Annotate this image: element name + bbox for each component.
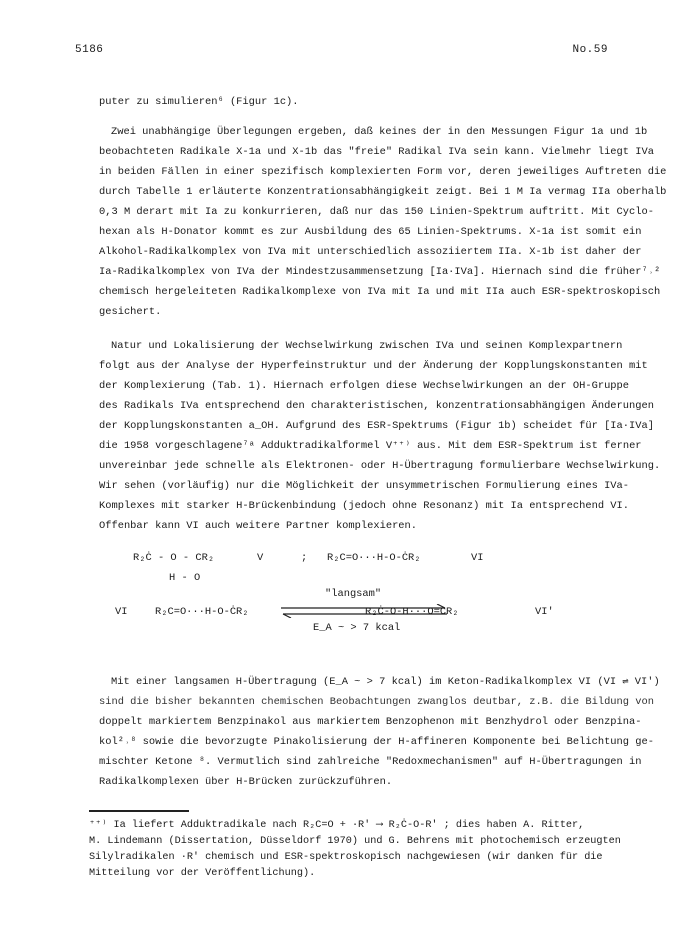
text-line: der Kopplungskonstanten a_OH. Aufgrund des ESR-Spektrums (Figur 1b) scheidet für [Ia·IVa] — [99, 420, 654, 432]
text-line: die 1958 vorgeschlagene⁷ᵃ Adduktradikalformel V⁺⁺⁾ aus. Mit dem ESR-Spektrum ist ferner — [99, 440, 642, 452]
text-line: doppelt markiertem Benzpinakol aus markiertem Benzophenon mit Benzhydrol oder Benzpina- — [99, 716, 642, 728]
text-line: Alkohol-Radikalkomplex von IVa mit unterschiedlich assoziiertem IIa. X-1b ist daher der — [99, 246, 642, 258]
text-line: Zwei unabhängige Überlegungen ergeben, daß keines der in den Messungen Figur 1a und 1b — [111, 126, 648, 138]
text-line: gesichert. — [99, 306, 162, 318]
formula-vi-top: R₂C=O···H-O-ĊR₂ — [327, 552, 421, 564]
text-line: Mit einer langsamen H-Übertragung (E_A ~ > 7 kcal) im Keton-Radikalkomplex VI (VI ⇌ VI') — [111, 676, 660, 688]
text-line: in beiden Fällen in einer spezifisch komplexierten Form vor, deren jeweiliges Auftreten die — [99, 166, 667, 178]
arrow-top-label: "langsam" — [325, 588, 382, 600]
footnote — [89, 818, 621, 882]
issue-number: No.59 — [572, 44, 608, 56]
text-line: kol²˒⁸ sowie die bevorzugte Pinakolisierung der H-affineren Komponente bei Belichtung ge- — [99, 736, 654, 748]
text-line: 0,3 M derart mit Ia zu konkurrieren, daß nur das 150 Linien-Spektrum auftritt. Mit Cyclo- — [99, 206, 654, 218]
footnote-line: M. Lindemann (Dissertation, Düsseldorf 1970) und G. Behrens mit photochemisch erzeugten — [89, 836, 621, 847]
footnote-rule — [89, 810, 189, 812]
footnote-line: Silylradikalen ·R' chemisch und ESR-spektroskopisch nachgewiesen (wir danken für die — [89, 852, 603, 863]
text-line: Ia-Radikalkomplex von IVa der Mindestzusammensetzung [Ia·IVa]. Hiernach sind die früher⁷˒² — [99, 266, 661, 278]
text-line: der Komplexierung (Tab. 1). Hiernach erfolgen diese Wechselwirkungen an der OH-Gruppe — [99, 380, 630, 392]
reaction-scheme — [99, 550, 611, 662]
formula-vi-right: R₂Ċ-O-H···O=CR₂ — [365, 606, 459, 618]
footnote-line: ⁺⁺⁾ Ia liefert Adduktradikale nach R₂C=O + ·R' ⟶ R₂Ċ-O-R' ; dies haben A. Ritter, — [89, 820, 585, 831]
text-line: hexan als H-Donator kommt es zur Ausbildung des 65 Linien-Spektrums. X-1a ist somit ein — [99, 226, 642, 238]
separator: ; — [301, 552, 308, 564]
body-text — [89, 92, 667, 882]
footnote-line: Mitteilung vor der Veröffentlichung). — [89, 868, 316, 879]
text-line: sind die bisher bekannten chemischen Beobachtungen zwanglos deutbar, z.B. die Bildung von — [99, 696, 654, 708]
label-vi-top: VI — [471, 552, 484, 564]
formula-v-bottom: H - O — [169, 572, 201, 584]
text-line: Radikalkomplexen über H-Brücken zurückzuführen. — [99, 776, 393, 788]
text-line: unvereinbar jede schnelle als Elektronen- oder H-Übertragung formulierbare Wechselwirkung. — [99, 460, 661, 472]
text-line: des Radikals IVa entsprechend den charakteristischen, konzentrationsabhängigen Änderungen — [99, 400, 654, 412]
label-v: V — [257, 552, 264, 564]
text-line: mischter Ketone ⁸. Vermutlich sind zahlreiche "Redoxmechanismen" auf H-Übertragungen in — [99, 756, 642, 768]
label-vi-prime: VI' — [535, 606, 554, 618]
formula-vi-left: R₂C=O···H-O-ĊR₂ — [155, 606, 249, 618]
text-line: chemisch hergeleiteten Radikalkomplexe von IVa mit Ia und mit IIa auch ESR-spektroskopisch — [99, 286, 661, 298]
arrow-bottom-label: E_A ~ > 7 kcal — [313, 622, 401, 634]
intro-line: puter zu simulieren⁶ (Figur 1c). — [99, 96, 299, 108]
text-line: durch Tabelle 1 erläuterte Konzentrationsabhängigkeit zeigt. Bei 1 M Ia vermag IIa oberhalb — [99, 186, 667, 198]
page-number: 5186 — [75, 44, 104, 56]
text-line: folgt aus der Analyse der Hyperfeinstruktur und der Änderung der Kopplungskonstanten mit — [99, 360, 648, 372]
formula-v: R₂Ċ - O - CR₂ — [133, 552, 215, 564]
text-line: beobachteten Radikale X-1a und X-1b das "freie" Radikal IVa sein kann. Vielmehr liegt IVa — [99, 146, 654, 158]
text-line: Wir sehen (vorläufig) nur die Möglichkeit der unsymmetrischen Formulierung eines IVa- — [99, 480, 630, 492]
paragraph-3 — [99, 672, 660, 792]
text-line: Offenbar kann VI auch weitere Partner komplexieren. — [99, 520, 418, 532]
paragraph-1 — [99, 122, 667, 322]
text-line: Komplexes mit starker H-Brückenbindung (jedoch ohne Resonanz) mit Ia entsprechend VI. — [99, 500, 630, 512]
paragraph-2 — [99, 336, 661, 536]
label-vi-left: VI — [115, 606, 128, 618]
text-line: Natur und Lokalisierung der Wechselwirkung zwischen IVa und seinen Komplexpartnern — [111, 340, 623, 352]
